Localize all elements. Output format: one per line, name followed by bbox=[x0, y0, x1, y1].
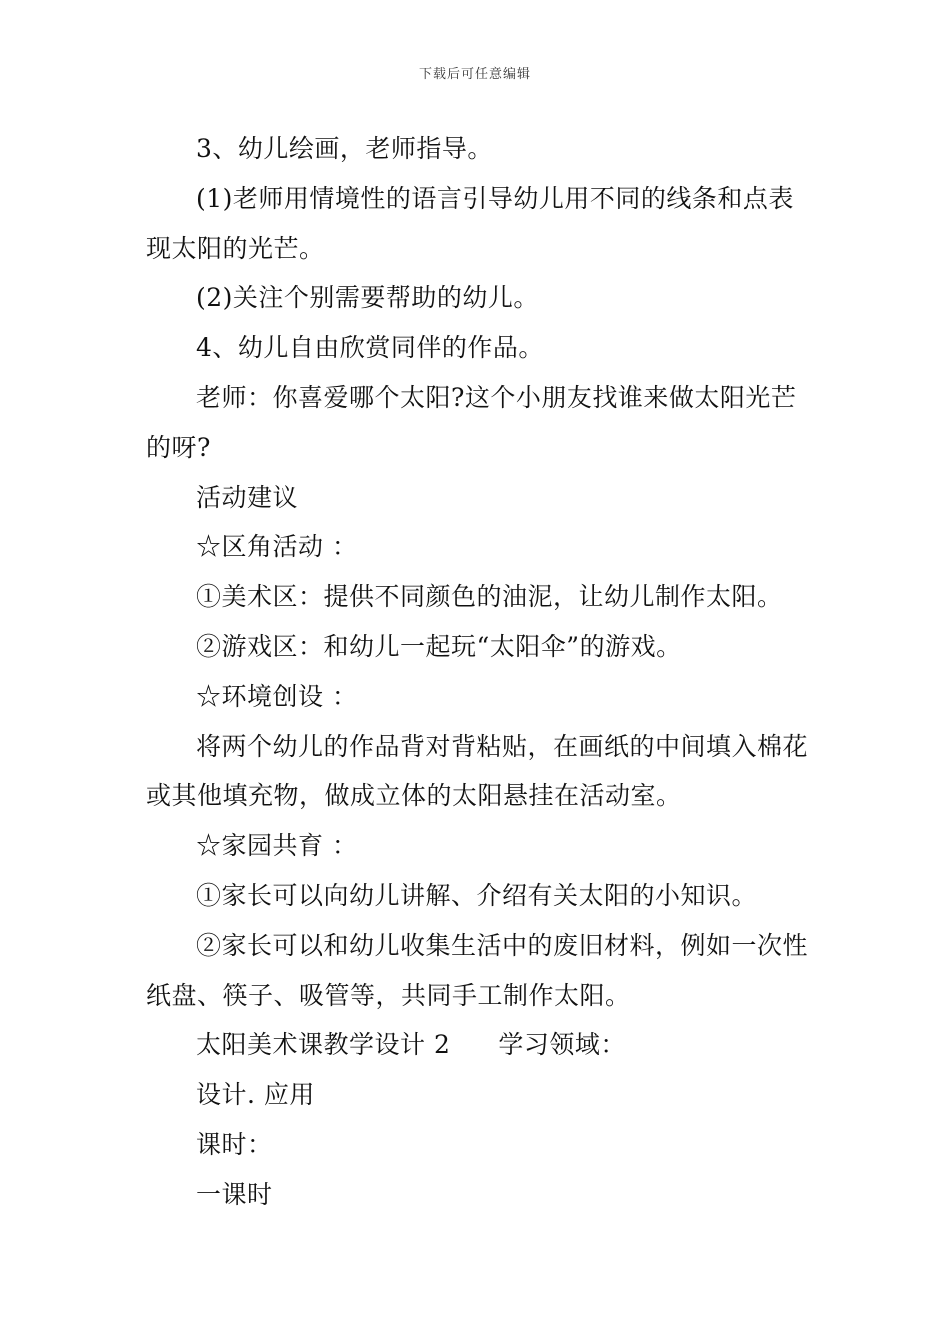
paragraph-game-area: ②游戏区：和幼儿一起玩“太阳伞”的游戏。 bbox=[196, 631, 682, 661]
paragraph-step-3: 3、幼儿绘画，老师指导。 bbox=[196, 134, 493, 163]
page-header: 下载后可任意编辑 bbox=[418, 67, 531, 82]
paragraph-class-hours-label: 课时： bbox=[196, 1129, 273, 1159]
paragraph-art-area: ①美术区：提供不同颜色的油泥，让幼儿制作太阳。 bbox=[196, 582, 783, 612]
section-heading-activity-suggestions: 活动建议 bbox=[196, 482, 299, 512]
paragraph-step-3-1: (1)老师用情境性的语言引导幼儿用不同的线条和点表现太阳的光芒。 bbox=[146, 183, 794, 263]
paragraph-design-application: 设计. 应用 bbox=[196, 1080, 315, 1110]
paragraph-class-hours-value: 一课时 bbox=[196, 1179, 273, 1209]
subheading-environment: ☆环境创设 ： bbox=[196, 681, 358, 711]
design-heading bbox=[146, 1020, 808, 1070]
paragraph-environment-detail: 将两个幼儿的作品背对背粘贴，在画纸的中间填入棉花或其他填充物，做成立体的太阳悬挂在活动室。 bbox=[146, 731, 809, 811]
subheading-corner-activity: ☆区角活动 ： bbox=[196, 532, 358, 562]
document-body bbox=[146, 124, 808, 1220]
paragraph-parent-knowledge: ①家长可以向幼儿讲解、介绍有关太阳的小知识。 bbox=[196, 880, 758, 910]
design-title: 太阳美术课教学设计 2 bbox=[196, 1030, 451, 1060]
paragraph-step-4: 4、幼儿自由欣赏同伴的作品。 bbox=[196, 333, 544, 363]
paragraph-step-3-2: (2)关注个别需要帮助的幼儿。 bbox=[196, 283, 539, 313]
subheading-home-school: ☆家园共育 ： bbox=[196, 831, 358, 861]
design-field-label: 学习领域： bbox=[498, 1030, 626, 1060]
paragraph-teacher-question: 老师：你喜爱哪个太阳?这个小朋友找谁来做太阳光芒的呀? bbox=[146, 382, 797, 462]
paragraph-parent-materials: ②家长可以和幼儿收集生活中的废旧材料，例如一次性纸盘、筷子、吸管等，共同手工制作太阳。 bbox=[146, 930, 809, 1010]
